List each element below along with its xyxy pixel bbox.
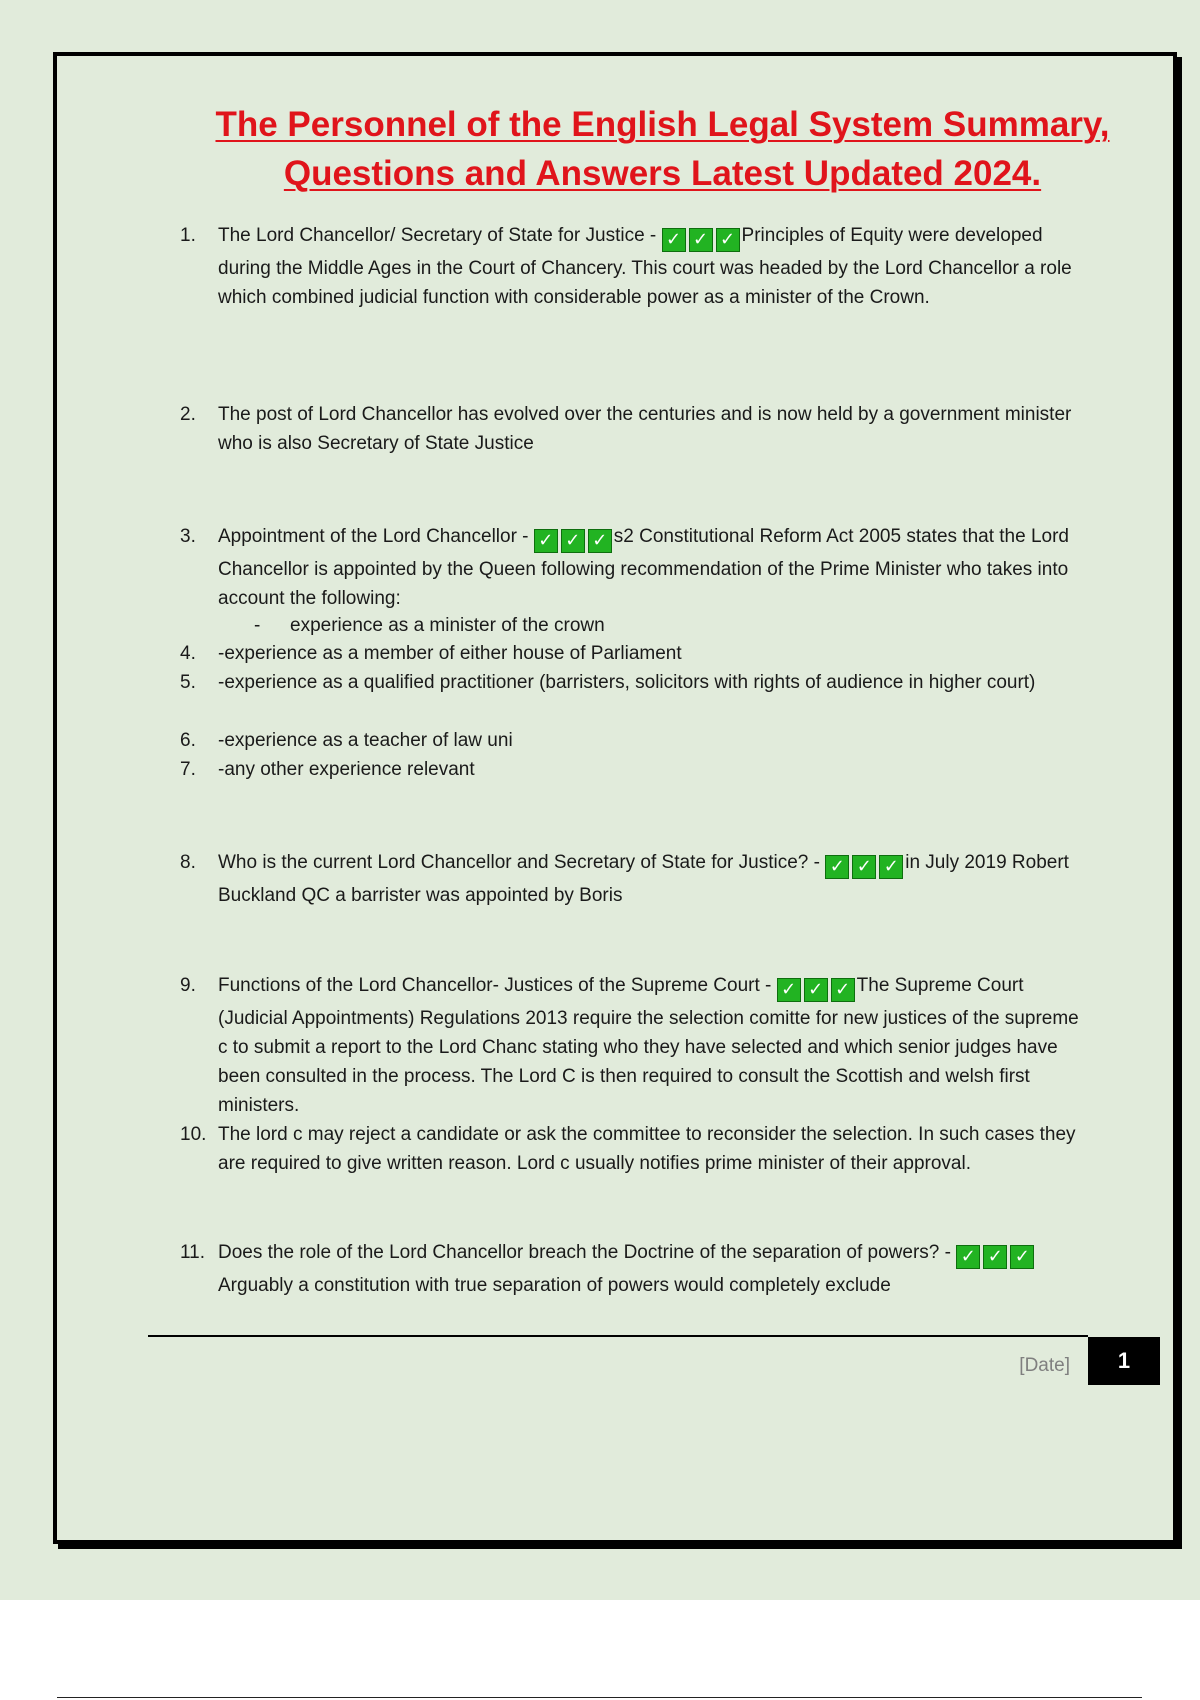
page-number: 1 (1088, 1337, 1160, 1385)
title-line-1: The Personnel of the English Legal System Summary, (215, 105, 1110, 144)
list-item-11 (180, 1238, 1090, 1300)
check-mark-icon: ✓ (588, 529, 612, 553)
item-text: -experience as a qualified practitioner (barristers, solicitors with rights of audience in higher court) (218, 672, 1036, 693)
item-text: -experience as a member of either house of Parliament (218, 643, 682, 664)
item-text: -experience as a teacher of law uni (218, 730, 513, 751)
item-number: 1. (180, 225, 196, 246)
item-number: 7. (180, 759, 196, 780)
item-number: 2. (180, 404, 196, 425)
list-item-1 (180, 221, 1090, 312)
check-mark-icon: ✓ (831, 978, 855, 1002)
check-mark-icon: ✓ (689, 228, 713, 252)
check-marks (825, 852, 905, 881)
check-mark-icon: ✓ (804, 978, 828, 1002)
list-item-8 (180, 848, 1090, 910)
check-mark-icon: ✓ (983, 1245, 1007, 1269)
item-text: The lord c may reject a candidate or ask the committee to reconsider the selection. In such cases they are required to give written reason. Lord c usually notifies prime minister of their approval. (218, 1124, 1076, 1174)
check-marks (534, 526, 614, 555)
footer-divider (148, 1335, 1088, 1337)
list-item-4 (180, 639, 1090, 668)
check-mark-icon: ✓ (956, 1245, 980, 1269)
check-mark-icon: ✓ (716, 228, 740, 252)
list-item-3 (180, 522, 1090, 613)
list-item-9 (180, 971, 1090, 1120)
item-text: Does the role of the Lord Chancellor breach the Doctrine of the separation of powers? - ✓ ✓ ✓Arguably a constitution with true separation of powers would completely exclude (218, 1238, 1090, 1300)
list-item-7 (180, 755, 1090, 784)
next-page-rule (57, 1697, 1142, 1698)
check-mark-icon: ✓ (534, 529, 558, 553)
dash-bullet: - (254, 615, 261, 636)
sub-bullet-text: experience as a minister of the crown (290, 615, 605, 636)
document-title (150, 100, 1175, 198)
check-marks (777, 975, 857, 1004)
check-mark-icon: ✓ (852, 855, 876, 879)
item-number: 4. (180, 643, 196, 664)
title-line-2: Questions and Answers Latest Updated 2024. (283, 154, 1042, 193)
item-number: 11. (180, 1242, 206, 1263)
item-text: The post of Lord Chancellor has evolved over the centuries and is now held by a government minister who is also Secretary of State Justice (218, 404, 1072, 454)
item-text: Who is the current Lord Chancellor and Secretary of State for Justice? - ✓ ✓ ✓ in July 2019 Robert Buckland QC a barrister was appointed by Boris (218, 852, 1069, 906)
check-mark-icon: ✓ (662, 228, 686, 252)
check-mark-icon: ✓ (879, 855, 903, 879)
check-mark-icon: ✓ (561, 529, 585, 553)
check-mark-icon: ✓ (777, 978, 801, 1002)
item-text: Functions of the Lord Chancellor- Justices of the Supreme Court - ✓ ✓ ✓ The Supreme Court (Judicial Appointments) Regulations 2013 require the selection comitte for new justices of the supreme c to submit a report to the Lord Chanc stating who they have selected and which senior judges have been consulted in the process. The Lord C is then required to consult the Scottish and welsh first ministers. (218, 975, 1079, 1116)
item-number: 3. (180, 526, 196, 547)
check-mark-icon: ✓ (1010, 1245, 1034, 1269)
item-number: 5. (180, 672, 196, 693)
list-item-6 (180, 726, 1090, 755)
footer-date: [Date] (1019, 1355, 1070, 1376)
check-marks (956, 1242, 1036, 1271)
list-item-10 (180, 1120, 1090, 1178)
list-item-5 (180, 668, 1090, 697)
list-item-2 (180, 400, 1090, 458)
item-number: 10. (180, 1124, 207, 1145)
sub-bullet (254, 611, 605, 640)
item-number: 6. (180, 730, 196, 751)
item-number: 8. (180, 852, 196, 873)
item-number: 9. (180, 975, 196, 996)
item-text: Appointment of the Lord Chancellor - ✓ ✓ ✓ s2 Constitutional Reform Act 2005 states that the Lord Chancellor is appointed by the Queen following recommendation of the Prime Minister who takes into account the following: (218, 526, 1069, 609)
item-text: The Lord Chancellor/ Secretary of State for Justice - ✓ ✓ ✓ Principles of Equity were developed during the Middle Ages in the Court of Chancery. This court was headed by the Lord Chancellor a role which combined judicial function with considerable power as a minister of the Crown. (218, 225, 1072, 308)
item-text: -any other experience relevant (218, 759, 475, 780)
check-marks (662, 225, 742, 254)
check-mark-icon: ✓ (825, 855, 849, 879)
